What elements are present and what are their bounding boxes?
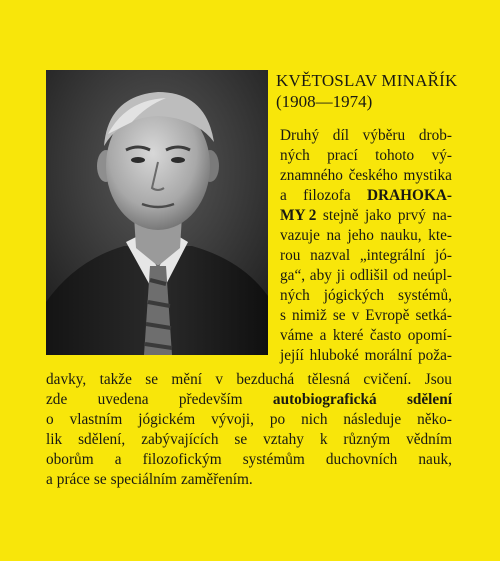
description-word: tohoto (375, 147, 415, 164)
description-word: váme (280, 327, 314, 344)
description-word: jógickém (138, 411, 196, 428)
description-word: od (392, 267, 409, 284)
description-word: lik (46, 431, 63, 448)
description-word: ných (280, 287, 310, 304)
description-word: MY 2 (280, 207, 317, 224)
description-word: opomí- (407, 327, 452, 344)
description-word: něko- (417, 411, 452, 428)
description-word: odlišil (349, 267, 389, 284)
description-line (280, 326, 452, 346)
description-word: jako (365, 207, 392, 224)
description-word: v (351, 307, 360, 324)
description-word: systémům (242, 451, 305, 468)
description-word: jó- (435, 247, 452, 264)
description-word: davky, (46, 371, 87, 388)
description-line (46, 470, 452, 490)
description-word: se (93, 471, 107, 488)
description-word: v (215, 371, 223, 388)
description-word: oborům (46, 451, 94, 468)
description-word: takže (99, 371, 132, 388)
description-word: setká- (415, 307, 452, 324)
description-line (280, 226, 452, 246)
description-word: často (369, 327, 402, 344)
description-word: které (332, 327, 364, 344)
author-portrait-photo (46, 70, 268, 355)
description-word: jógických (323, 287, 385, 304)
description-line (280, 286, 452, 306)
description-word: s (280, 307, 286, 324)
description-line (280, 166, 452, 186)
portrait-icon (46, 70, 268, 355)
description-word: a (280, 187, 287, 204)
description-word: speciálním (110, 471, 177, 488)
description-line (280, 206, 452, 226)
description-word: zabývajících (141, 431, 219, 448)
description-word: jeho (347, 227, 374, 244)
description-word: vztahy (263, 431, 304, 448)
description-word: „integrální (359, 247, 426, 264)
description-line (280, 346, 452, 366)
description-word: nimiž (291, 307, 327, 324)
description-word: stejně (322, 207, 359, 224)
description-line (280, 306, 452, 326)
description-word: filozofickým (142, 451, 222, 468)
description-word: nauku, (380, 227, 422, 244)
description-word: a (319, 327, 327, 344)
description-word: vlastním (69, 411, 123, 428)
description-word: Jsou (424, 371, 452, 388)
description-word: duchovních (325, 451, 398, 468)
description-word: vědním (406, 431, 452, 448)
description-word: systémů, (398, 287, 452, 304)
description-word: zde (46, 391, 68, 408)
description-line (46, 410, 452, 430)
description-word: autobiografická (272, 391, 377, 408)
description-word: drob- (418, 127, 452, 144)
description-word: sdělení (406, 391, 452, 408)
description-line (280, 246, 452, 266)
author-name: KVĚTOSLAV MINAŘÍK (276, 71, 458, 90)
description-word: mění (171, 371, 202, 388)
description-word: se (332, 307, 346, 324)
description-word: k (319, 431, 328, 448)
description-word: DRAHOKA- (367, 187, 452, 204)
author-years: (1908—1974) (276, 92, 373, 111)
description-line (280, 266, 452, 286)
description-word: zaměřením. (180, 471, 253, 488)
description-line (280, 186, 452, 206)
description-word: rou (280, 247, 301, 264)
description-word: tělesná (307, 371, 350, 388)
description-word: Evropě (365, 307, 410, 324)
description-word: aby (309, 267, 332, 284)
description-word: nauk, (418, 451, 452, 468)
description-word: vý- (431, 147, 452, 164)
description-word: díl (332, 127, 349, 144)
description-word: po (269, 411, 286, 428)
description-word: cvičení. (363, 371, 412, 388)
description-line (46, 370, 452, 390)
description-word: Druhý (280, 127, 320, 144)
description-word: ji (336, 267, 346, 284)
description-word: se (234, 431, 248, 448)
description-word: o (46, 411, 54, 428)
description-word: mystika (403, 167, 452, 184)
description-word: morální (364, 347, 413, 364)
description-word: prvý (397, 207, 426, 224)
description-word: a (46, 471, 53, 488)
description-word: výběru (362, 127, 406, 144)
description-line (46, 430, 452, 450)
description-word: neúpl- (412, 267, 452, 284)
description-line (280, 146, 452, 166)
description-word: především (178, 391, 243, 408)
description-word: práce (56, 471, 90, 488)
description-word: nazval (310, 247, 351, 264)
description-line (46, 390, 452, 410)
description-word: ných (280, 147, 310, 164)
description-word: sdělení, (78, 431, 126, 448)
description-line (46, 450, 452, 470)
description-word: kte- (428, 227, 452, 244)
description-word: znamného (280, 167, 343, 184)
description-word: ga“, (280, 267, 306, 284)
description-word: vazuje (280, 227, 320, 244)
description-word: nich (301, 411, 328, 428)
description-word: na (326, 227, 341, 244)
description-word: na- (432, 207, 452, 224)
description-word: českého (348, 167, 398, 184)
description-word: různým (343, 431, 391, 448)
description-word: hluboké (309, 347, 359, 364)
description-word: filozofa (303, 187, 351, 204)
description-word: a (114, 451, 122, 468)
description-word: jejíí (280, 347, 304, 364)
description-word: poža- (417, 347, 452, 364)
description-word: se (145, 371, 158, 388)
description-word: prací (327, 147, 358, 164)
description-word: uvedena (97, 391, 149, 408)
description-word: následuje (343, 411, 402, 428)
description-word: vývoji, (211, 411, 254, 428)
description-line (280, 126, 452, 146)
description-word: bezduchá (236, 371, 295, 388)
